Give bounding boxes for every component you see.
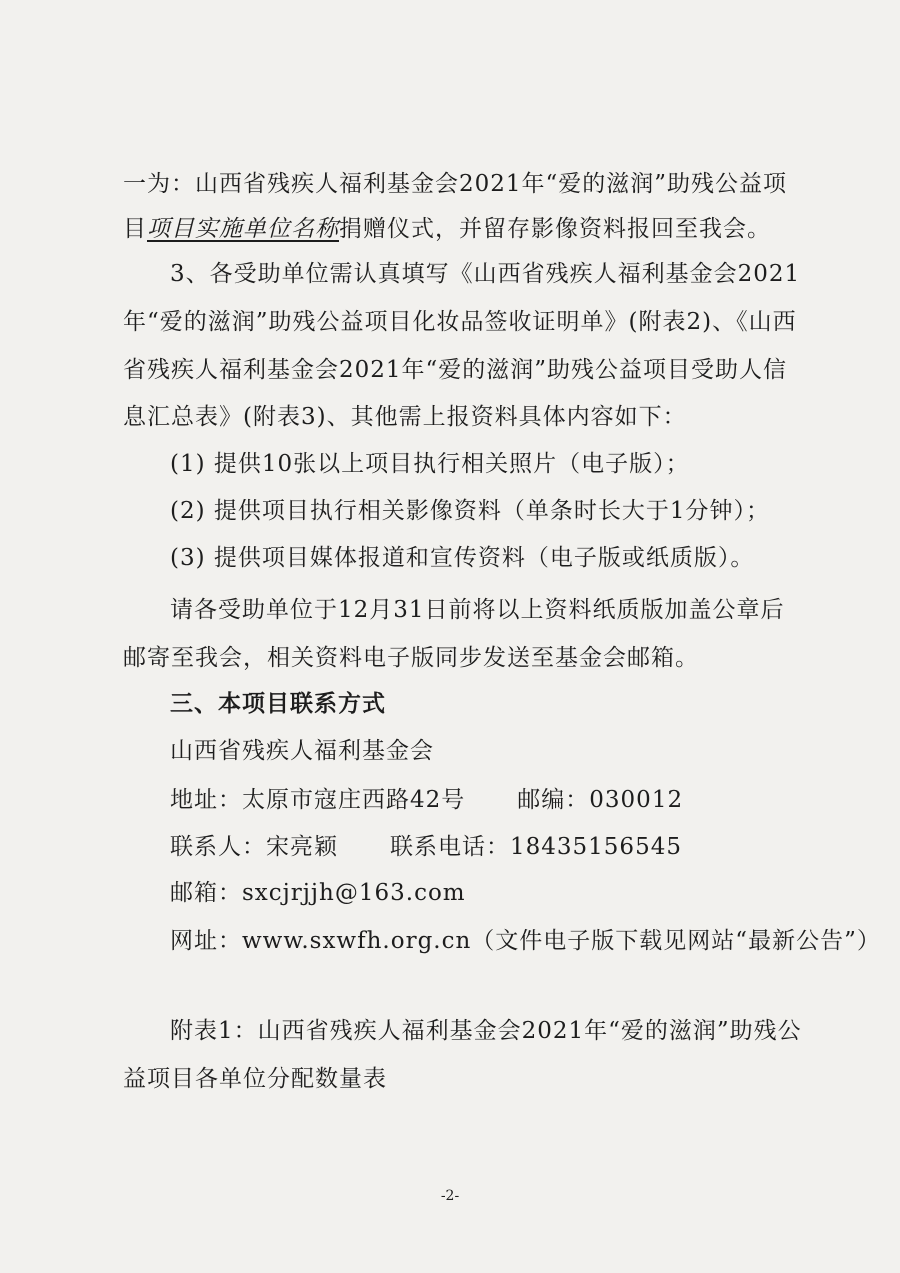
item-3-line-4: 息汇总表》(附表3)、其他需上报资料具体内容如下： <box>123 404 687 430</box>
sub-item-2: (2) 提供项目执行相关影像资料（单条时长大于1分钟）； <box>170 498 771 524</box>
body-line-2 <box>123 209 900 249</box>
sub-item-3: (3) 提供项目媒体报道和宣传资料（电子版或纸质版）。 <box>170 545 755 571</box>
line-2-prefix: 目 <box>123 216 147 242</box>
attachment-line-1: 附表1：山西省残疾人福利基金会2021年“爱的滋润”助残公 <box>170 1018 802 1044</box>
deadline-line-1: 请各受助单位于12月31日前将以上资料纸质版加盖公章后 <box>170 597 785 623</box>
item-3-line-1: 3、各受助单位需认真填写《山西省残疾人福利基金会2021 <box>170 261 801 287</box>
contact-website: 网址：www.sxwfh.org.cn（文件电子版下载见网站“最新公告”） <box>170 928 881 954</box>
line-2-suffix: 捐赠仪式，并留存影像资料报回至我会。 <box>339 216 771 242</box>
contact-postcode: 邮编：030012 <box>517 787 684 813</box>
item-3-line-2: 年“爱的滋润”助残公益项目化妆品签收证明单》(附表2)、《山西 <box>123 309 797 335</box>
contact-address-row <box>170 780 900 820</box>
page-number: -2- <box>440 1188 460 1204</box>
item-3-line-3: 省残疾人福利基金会2021年“爱的滋润”助残公益项目受助人信 <box>123 357 788 383</box>
contact-person: 联系人：宋亮颖 <box>170 834 338 860</box>
section-3-heading: 三、本项目联系方式 <box>170 691 386 717</box>
deadline-line-2: 邮寄至我会，相关资料电子版同步发送至基金会邮箱。 <box>123 645 699 671</box>
implementing-unit-placeholder: 项目实施单位名称 <box>147 216 339 242</box>
contact-org: 山西省残疾人福利基金会 <box>170 738 434 764</box>
contact-email: 邮箱：sxcjrjjh@163.com <box>170 880 466 906</box>
sub-item-1: (1) 提供10张以上项目执行相关照片（电子版）； <box>170 451 690 477</box>
attachment-line-2: 益项目各单位分配数量表 <box>123 1066 387 1092</box>
contact-phone: 联系电话：18435156545 <box>390 834 682 860</box>
contact-address: 地址：太原市寇庄西路42号 <box>170 787 466 813</box>
contact-person-row <box>170 827 900 867</box>
body-line-1: 一为：山西省残疾人福利基金会2021年“爱的滋润”助残公益项 <box>123 171 788 197</box>
